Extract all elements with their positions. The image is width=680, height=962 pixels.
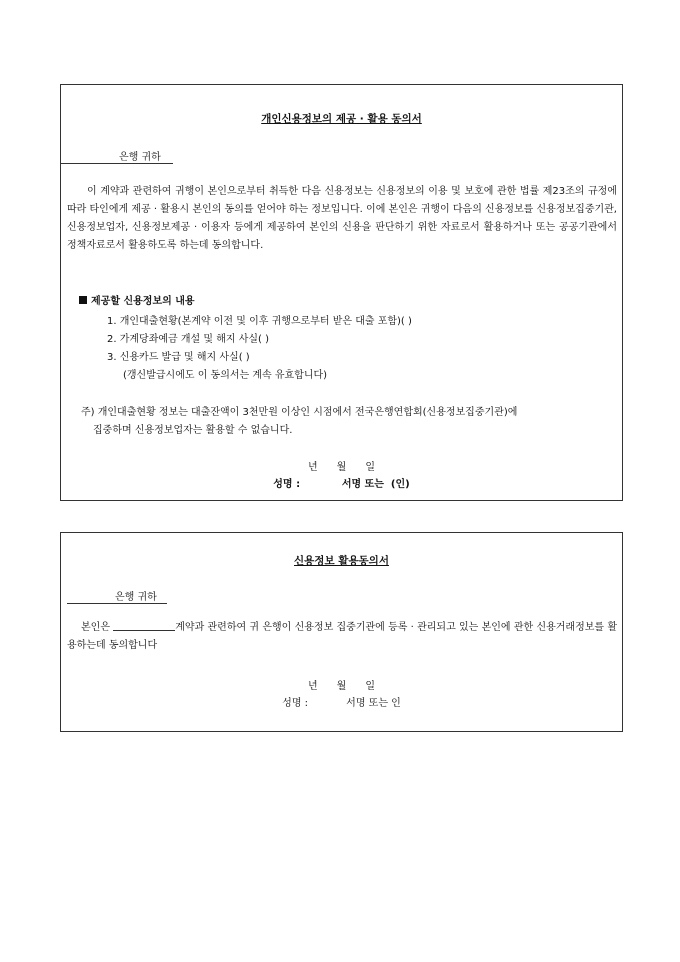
form1-section-heading — [79, 292, 195, 307]
form2-bank-line — [67, 587, 167, 604]
form1-body: 이 계약과 관련하여 귀행이 본인으로부터 취득한 다음 신용정보는 신용정보의 이용 및 보호에 관한 법률 제23조의 규정에 따라 타인에게 제공 · 활용시 본인의 동의를 얻어야 하는 정보입니다. 이에 본인은 귀행이 다음의 신용정보를 신용정보집중기관, 신용정보업자, 신용정보제공 · 이용자 등에게 제공하여 본인의 신용을 판단하기 위한 자료로서 활용하거나 또는 공공기관에서 정책자료로서 활용하도록 하는데 동의합니다. — [67, 186, 617, 251]
form1-bank-label: 은행 귀하 — [119, 152, 161, 163]
form2-bank-label: 은행 귀하 — [115, 592, 157, 603]
form1-item-3: 3. 신용카드 발급 및 해지 사실( ) — [107, 352, 250, 363]
square-bullet-icon — [79, 296, 87, 304]
form2-body — [67, 619, 617, 655]
form1-footnote-line1: 주) 개인대출현황 정보는 대출잔액이 3천만원 이상인 시점에서 전국은행연합회(신용정보집중기관)에 — [81, 407, 518, 418]
form2-body-suffix: 계약과 관련하여 귀 은행이 신용정보 집중기관에 등록 · 관리되고 있는 본인에 관한 신용거래정보를 활용하는데 동의합니다 — [67, 622, 617, 651]
form1-title: 개인신용정보의 제공 · 활용 동의서 — [261, 113, 422, 125]
consent-form-personal-credit — [60, 84, 623, 501]
form1-date: 년 월 일 — [307, 462, 376, 473]
form2-contract-blank — [113, 620, 175, 631]
form2-date: 년 월 일 — [307, 681, 376, 692]
form1-signature: 성명 : 서명 또는 (인) — [273, 479, 410, 490]
form1-section-heading-text: 제공할 신용정보의 내용 — [91, 296, 195, 307]
consent-form-credit-utilization — [60, 532, 623, 732]
form1-bank-line — [61, 147, 173, 164]
form2-title: 신용정보 활용동의서 — [294, 555, 389, 567]
form2-signature: 성명 : 서명 또는 인 — [282, 698, 401, 709]
form2-body-prefix: 본인은 — [81, 622, 114, 633]
form1-item-note: (갱신발급시에도 이 동의서는 계속 유효합니다) — [123, 370, 328, 381]
form1-item-2: 2. 가계당좌예금 개설 및 해지 사실( ) — [107, 334, 269, 345]
form1-footnote-line2: 집중하며 신용정보업자는 활용할 수 없습니다. — [93, 425, 293, 436]
form1-item-1: 1. 개인대출현황(본계약 이전 및 이후 귀행으로부터 받은 대출 포함)( ) — [107, 316, 412, 327]
